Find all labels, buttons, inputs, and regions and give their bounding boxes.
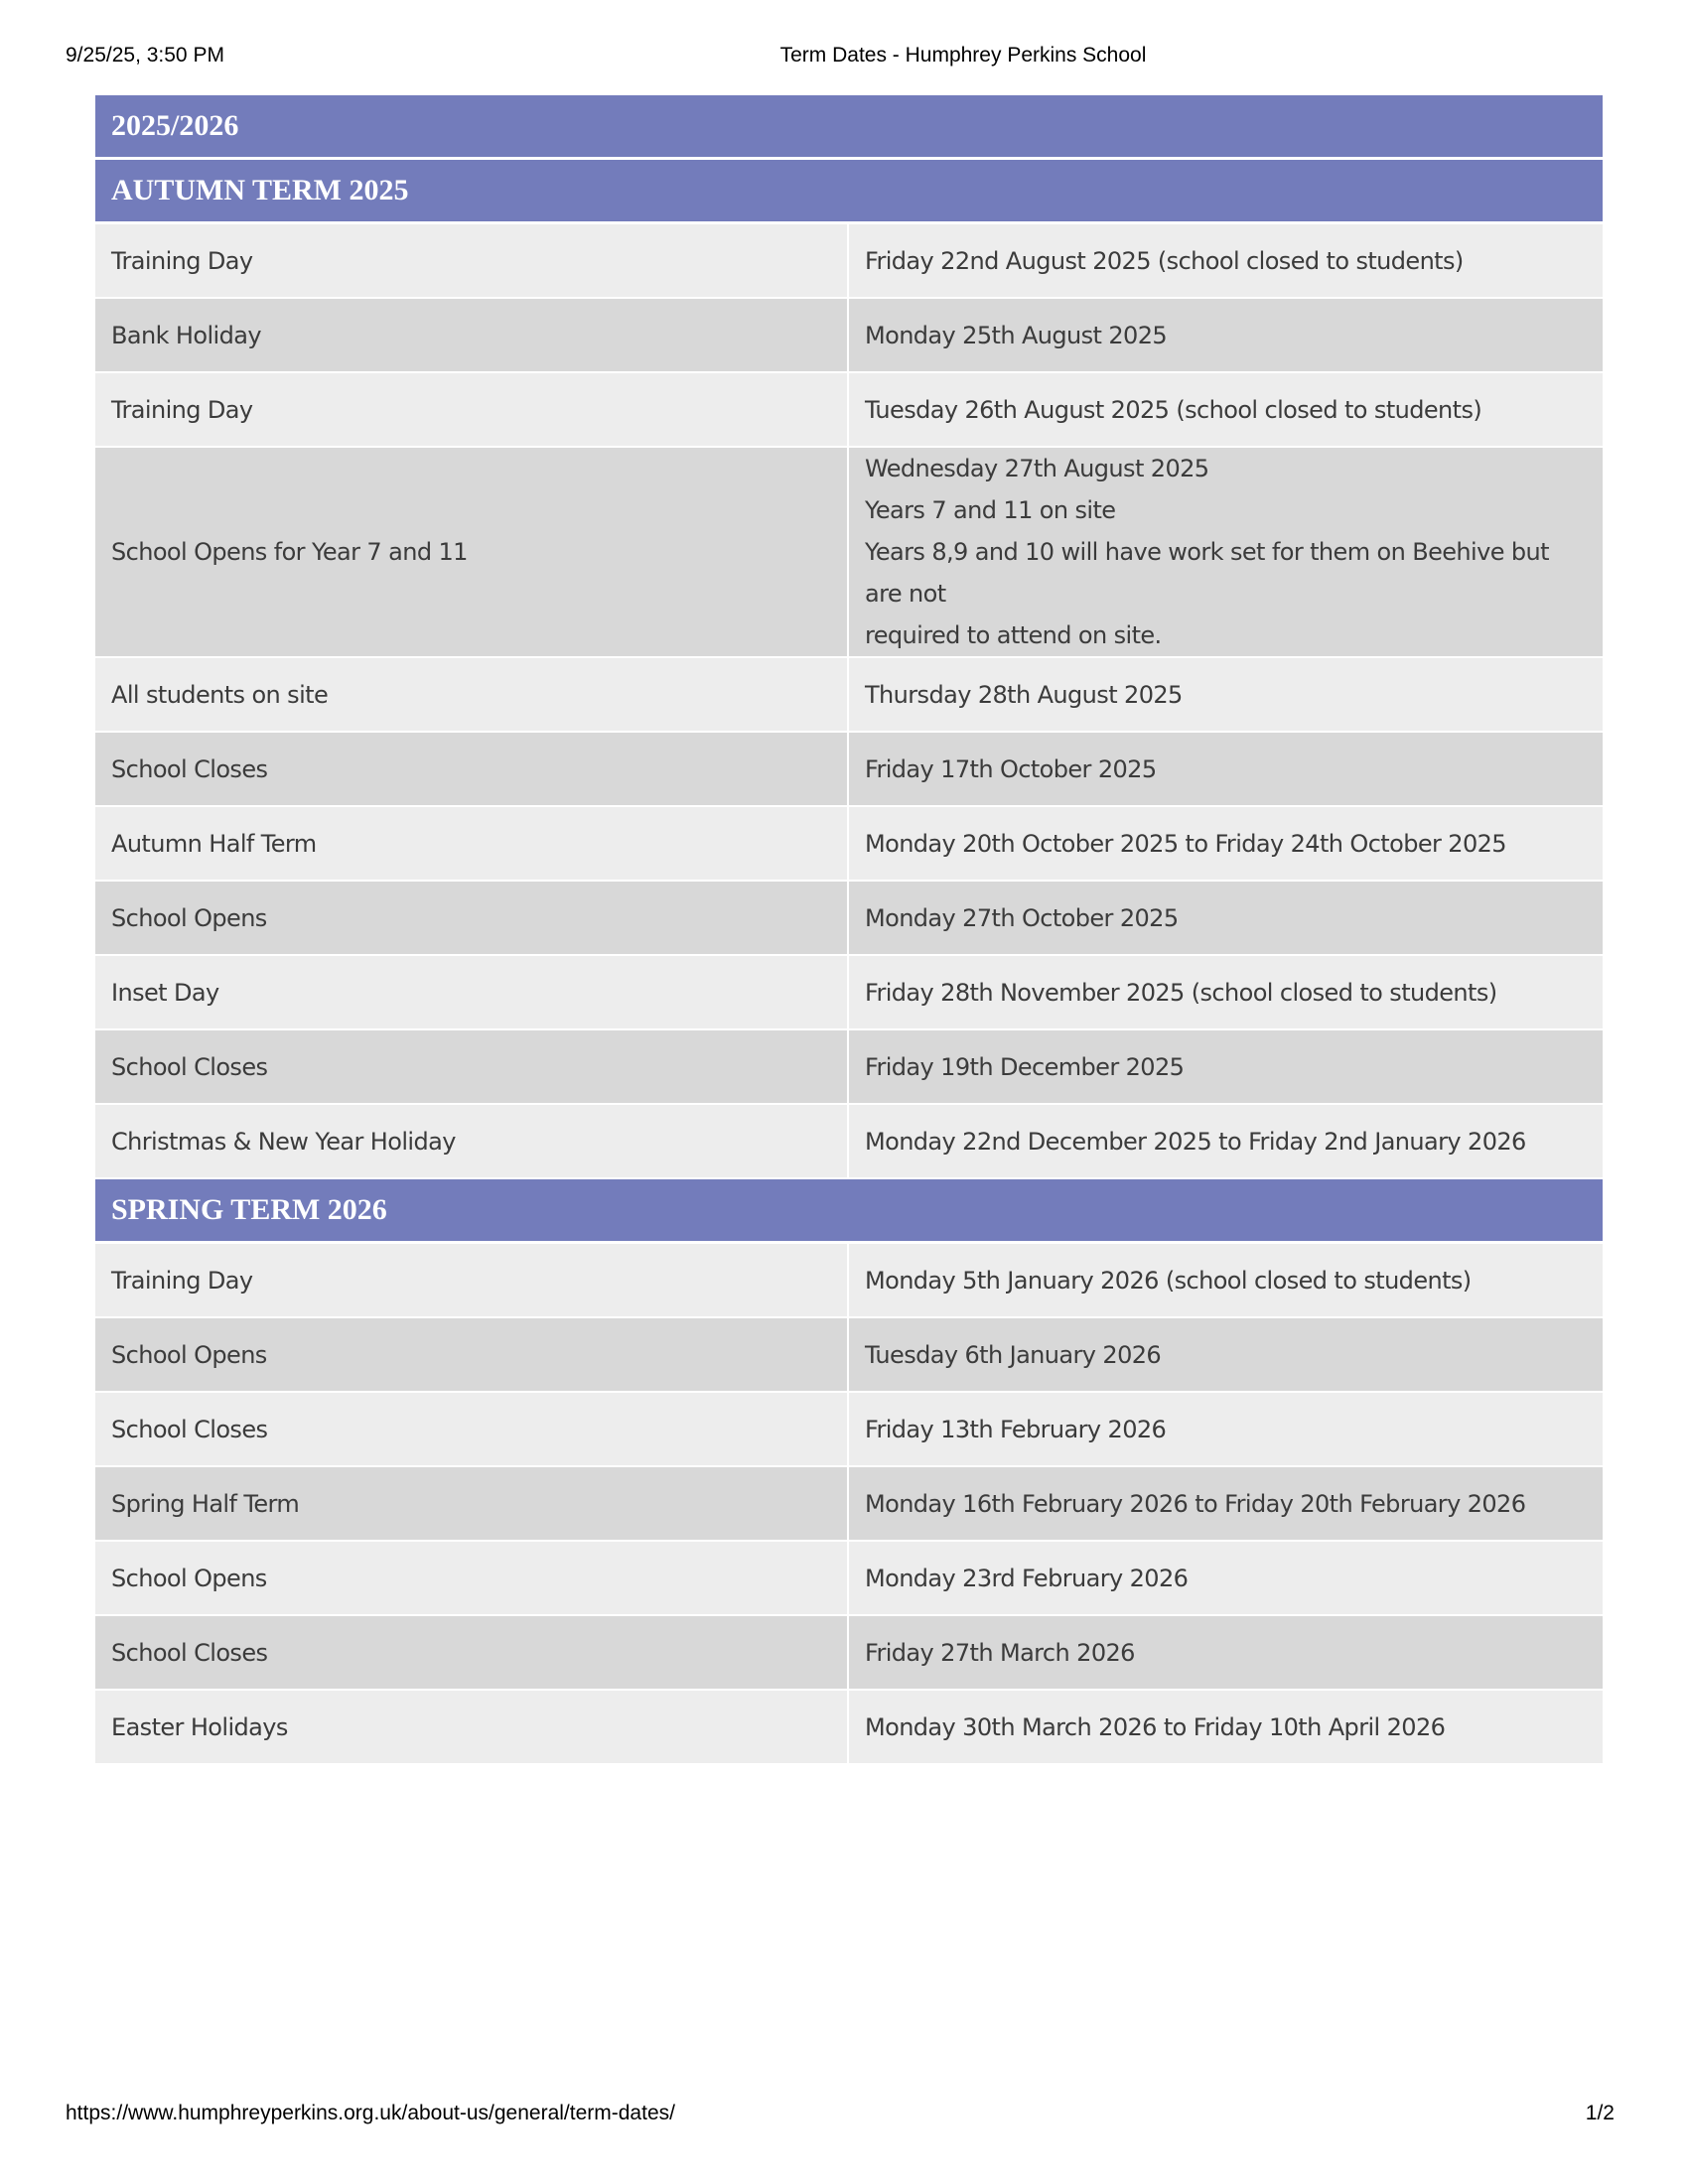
date-cell: Monday 30th March 2026 to Friday 10th April 2026 [849, 1691, 1603, 1765]
event-cell: All students on site [95, 658, 849, 733]
event-cell: Autumn Half Term [95, 807, 849, 882]
event-cell: School Closes [95, 733, 849, 807]
table-row [95, 733, 1603, 807]
event-cell: School Closes [95, 1616, 849, 1691]
event-cell: Inset Day [95, 956, 849, 1030]
event-cell: Spring Half Term [95, 1467, 849, 1542]
date-cell: Friday 13th February 2026 [849, 1393, 1603, 1467]
print-datetime: 9/25/25, 3:50 PM [66, 44, 224, 67]
date-cell: Monday 20th October 2025 to Friday 24th October 2025 [849, 807, 1603, 882]
date-cell: Monday 25th August 2025 [849, 299, 1603, 373]
event-cell: Training Day [95, 224, 849, 299]
event-cell: Easter Holidays [95, 1691, 849, 1765]
table-row [95, 956, 1603, 1030]
date-cell: Monday 23rd February 2026 [849, 1542, 1603, 1616]
date-cell: Monday 5th January 2026 (school closed to students) [849, 1244, 1603, 1318]
table-row [95, 373, 1603, 448]
year-heading-row [95, 95, 1603, 160]
table-row [95, 1467, 1603, 1542]
date-cell: Monday 27th October 2025 [849, 882, 1603, 956]
table-row [95, 807, 1603, 882]
table-row [95, 299, 1603, 373]
table-row [95, 1393, 1603, 1467]
event-cell: Bank Holiday [95, 299, 849, 373]
event-cell: School Closes [95, 1393, 849, 1467]
date-line: required to attend on site. [865, 621, 1162, 649]
table-row [95, 1616, 1603, 1691]
date-line: Years 7 and 11 on site [865, 496, 1116, 524]
date-line: Years 8,9 and 10 will have work set for them on Beehive but are not [865, 538, 1549, 608]
date-cell: Thursday 28th August 2025 [849, 658, 1603, 733]
date-cell: Monday 16th February 2026 to Friday 20th February 2026 [849, 1467, 1603, 1542]
event-cell: School Opens [95, 1542, 849, 1616]
event-cell: School Closes [95, 1030, 849, 1105]
event-cell: School Opens for Year 7 and 11 [95, 448, 849, 658]
print-url: https://www.humphreyperkins.org.uk/about-us/general/term-dates/ [66, 2102, 675, 2124]
date-cell: Friday 17th October 2025 [849, 733, 1603, 807]
date-line: Wednesday 27th August 2025 [865, 455, 1209, 482]
print-footer [0, 2102, 1688, 2131]
table-row [95, 1030, 1603, 1105]
table-row [95, 1244, 1603, 1318]
event-cell: Christmas & New Year Holiday [95, 1105, 849, 1179]
date-cell: Friday 27th March 2026 [849, 1616, 1603, 1691]
event-cell: School Opens [95, 1318, 849, 1393]
date-cell: Friday 22nd August 2025 (school closed to students) [849, 224, 1603, 299]
table-row [95, 224, 1603, 299]
event-cell: School Opens [95, 882, 849, 956]
spring-heading-row [95, 1179, 1603, 1244]
term-dates-table [95, 95, 1603, 1765]
date-cell: Monday 22nd December 2025 to Friday 2nd January 2026 [849, 1105, 1603, 1179]
table-row [95, 658, 1603, 733]
date-cell: Friday 28th November 2025 (school closed to students) [849, 956, 1603, 1030]
page-number: 1/2 [1585, 2102, 1615, 2124]
print-header [0, 44, 1688, 73]
autumn-term-heading: AUTUMN TERM 2025 [95, 160, 1603, 224]
spring-term-heading: SPRING TERM 2026 [95, 1179, 1603, 1244]
date-cell: Tuesday 6th January 2026 [849, 1318, 1603, 1393]
table-row [95, 1542, 1603, 1616]
table-row [95, 448, 1603, 658]
event-cell: Training Day [95, 1244, 849, 1318]
date-cell: Friday 19th December 2025 [849, 1030, 1603, 1105]
table-row [95, 1318, 1603, 1393]
table-row [95, 882, 1603, 956]
print-page-title: Term Dates - Humphrey Perkins School [779, 44, 1147, 67]
year-heading: 2025/2026 [95, 95, 1603, 160]
event-cell: Training Day [95, 373, 849, 448]
date-cell: Tuesday 26th August 2025 (school closed to students) [849, 373, 1603, 448]
table-row [95, 1691, 1603, 1765]
autumn-heading-row [95, 160, 1603, 224]
table-row [95, 1105, 1603, 1179]
date-cell [849, 448, 1603, 658]
